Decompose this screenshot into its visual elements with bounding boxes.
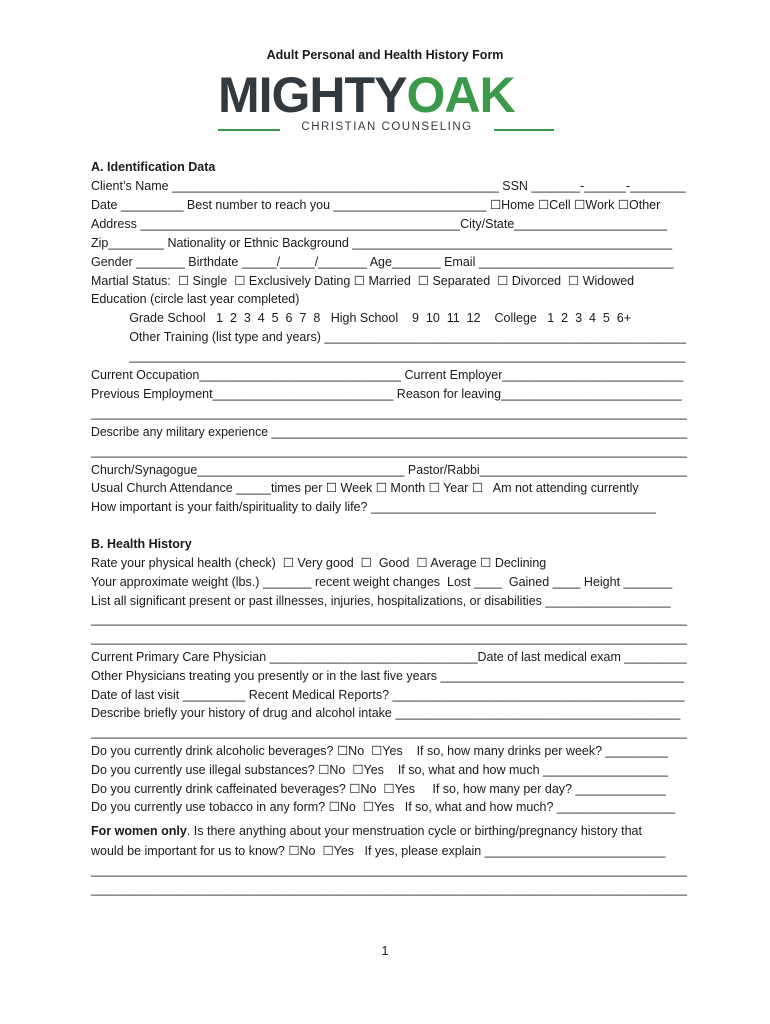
mighty-oak-logo: [218, 68, 554, 138]
health-line-14[interactable]: Do you currently use tobacco in any form? ☐No ☐Yes If so, what and how much? _________________: [91, 800, 676, 815]
health-line-8[interactable]: Date of last visit _________ Recent Medical Reports? __________________________________________: [91, 687, 685, 702]
identification-line-5[interactable]: Gender _______ Birthdate _____/_____/_______ Age_______ Email ____________________________: [91, 254, 674, 269]
identification-line-11[interactable]: Current Occupation_____________________________ Current Employer__________________________: [91, 368, 684, 382]
women-only-text: . Is there anything about your menstruation cycle or birthing/pregnancy history that: [186, 824, 642, 838]
identification-line-17[interactable]: Usual Church Attendance _____times per ☐ Week ☐ Month ☐ Year ☐ Am not attending currently: [91, 481, 639, 496]
form-title: Adult Personal and Health History Form: [266, 48, 504, 62]
logo-word-mighty: MIGHTY: [218, 67, 407, 123]
health-line-3[interactable]: List all significant present or past illnesses, injuries, hospitalizations, or disabilities __________________: [91, 593, 671, 608]
health-line-10[interactable]: ______________________________________________________________________________________: [91, 725, 687, 740]
logo-rule-right: [494, 129, 554, 131]
health-line-1[interactable]: Rate your physical health (check) ☐ Very good ☐ Good ☐ Average ☐ Declining: [91, 556, 547, 570]
health-line-7[interactable]: Other Physicians treating you presently or in the last five years ___________________________________: [91, 668, 684, 683]
identification-line-16[interactable]: Church/Synagogue______________________________ Pastor/Rabbi______________________________: [91, 462, 687, 477]
health-line-6[interactable]: Current Primary Care Physician ______________________________Date of last medical exam _________: [91, 650, 687, 664]
identification-line-10[interactable]: ________________________________________________________________________________: [91, 349, 686, 364]
logo-rule-left: [218, 129, 280, 131]
identification-line-1[interactable]: Client’s Name _______________________________________________ SSN _______-______-________: [91, 179, 686, 193]
identification-line-12[interactable]: Previous Employment__________________________ Reason for leaving__________________________: [91, 386, 682, 401]
health-line-5[interactable]: ______________________________________________________________________________________: [91, 631, 687, 646]
identification-line-7[interactable]: Education (circle last year completed): [91, 292, 300, 307]
health-line-13[interactable]: Do you currently drink caffeinated beverages? ☐No ☐Yes If so, how many per day? _____________: [91, 781, 666, 796]
identification-line-3[interactable]: Address ______________________________________________City/State______________________: [91, 216, 668, 231]
women-only-answer[interactable]: would be important for us to know? ☐No ☐Yes If yes, please explain __________________________: [91, 844, 666, 858]
logo-subtitle: CHRISTIAN COUNSELING: [301, 121, 473, 133]
logo-word-oak: OAK: [406, 67, 515, 123]
logo-wordmark: [218, 68, 515, 122]
women-only-explain-line-1[interactable]: ______________________________________________________________________________________: [91, 863, 687, 877]
health-line-11[interactable]: Do you currently drink alcoholic beverages? ☐No ☐Yes If so, how many drinks per week? _________: [91, 744, 669, 758]
identification-line-6[interactable]: Martial Status: ☐ Single ☐ Exclusively Dating ☐ Married ☐ Separated ☐ Divorced ☐ Widowed: [91, 273, 635, 288]
women-only-label: For women only: [91, 824, 187, 838]
women-only-explain-line-2[interactable]: ______________________________________________________________________________________: [91, 882, 687, 896]
section-b-heading: B. Health History: [91, 537, 192, 551]
identification-line-13[interactable]: ______________________________________________________________________________________: [91, 405, 687, 420]
page-number: 1: [381, 944, 389, 958]
health-line-2[interactable]: Your approximate weight (lbs.) _______ recent weight changes Lost ____ Gained ____ Height _______: [91, 574, 673, 589]
health-line-12[interactable]: Do you currently use illegal substances? ☐No ☐Yes If so, what and how much __________________: [91, 762, 669, 777]
identification-line-2[interactable]: Date _________ Best number to reach you ______________________ ☐Home ☐Cell ☐Work ☐Other: [91, 197, 661, 212]
women-only-question: [91, 824, 642, 839]
identification-line-18[interactable]: How important is your faith/spirituality to daily life? _________________________________________: [91, 500, 657, 515]
section-a-heading: A. Identification Data: [91, 160, 216, 174]
identification-line-14[interactable]: Describe any military experience _____________________________________________________________: [91, 424, 688, 439]
health-line-9[interactable]: Describe briefly your history of drug and alcohol intake _________________________________________: [91, 706, 681, 721]
identification-line-4[interactable]: Zip________ Nationality or Ethnic Background ______________________________________________: [91, 235, 673, 250]
identification-line-15[interactable]: ______________________________________________________________________________________: [91, 443, 687, 458]
health-line-4[interactable]: ______________________________________________________________________________________: [91, 612, 687, 627]
identification-line-8[interactable]: Grade School 1 2 3 4 5 6 7 8 High School 9 10 11 12 College 1 2 3 4 5 6+: [91, 311, 632, 326]
identification-line-9[interactable]: Other Training (list type and years) ____________________________________________________: [91, 330, 686, 345]
